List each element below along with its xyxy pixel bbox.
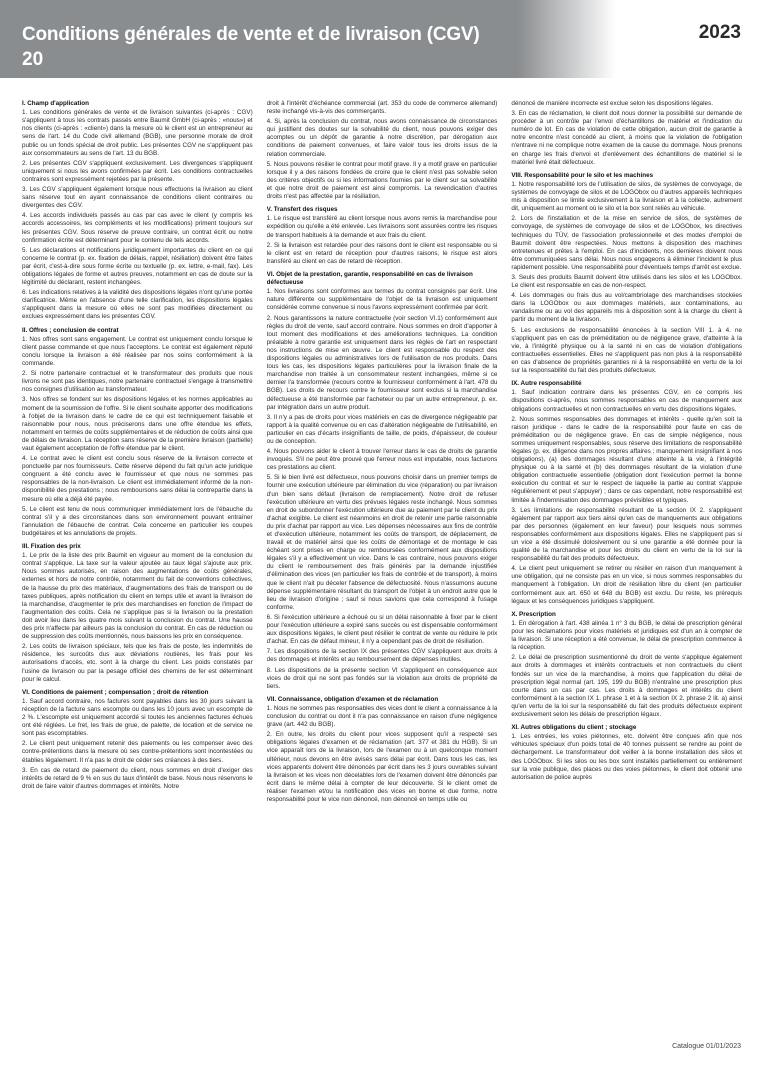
- clause-paragraph: 6. Si l'exécution ultérieure a échoué ou si un délai raisonnable à fixer par le client pour l'exécution ultérieure a expiré sans succès ou est dispensable conformément aux dispositions légales, le client peut résilier le contrat de vente ou réduire le prix d'achat. En cas de défaut mineur, il n'y a cependant pas de droit de résiliation.: [266, 613, 498, 646]
- clause-paragraph: 2. Lors de l'installation et de la mise en service de silos, de systèmes de convoyage, de systèmes de convoyage de silos et de LOGObox, les directives techniques du TÜV, de l'association professionnelle et des modes d'emploi de Baumit doivent être respectées. Nous mettons à disposition des machines entretenues et prêtes à l'emploi. En cas d'incidents, nos dernières doivent nous être communiquées sans délai. Nous nous engageons à éliminer l'incident le plus rapidement possible. Une responsabilité pour d'éventuels temps d'arrêt est exclue.: [511, 215, 742, 271]
- section-heading: VIII. Responsabilité pour le silo et les machines: [511, 171, 654, 179]
- clause-paragraph: 7. Les dispositions de la section IX des présentes CGV s'appliquent aux droits à des dommages et intérêts et au remboursement de dépenses inutiles.: [266, 648, 498, 664]
- clause-paragraph: 1. En dérogation à l'art. 438 alinéa 1 n° 3 du BGB, le délai de prescription général pour les réclamations pour vices matériels et juridiques est d'un an à compter de la livraison. Si une réception a été convenue, le délai de prescription commence à la réception.: [511, 619, 742, 652]
- clause-paragraph: 6. Les indications relatives à la validité des dispositions légales n'ont qu'une portée clarificatrice. Même en l'absence d'une telle clarification, les dispositions légales s'appliquent dans la mesure où elles ne sont pas modifiées directement ou exclues expressément dans les présentes CGV.: [22, 289, 253, 321]
- clause-paragraph: 1. Les entrées, les voies piétonnes, etc. doivent être conçues afin que nos véhicules spéciaux d'un poids total de 40 tonnes puissent se rendre au point de déchargement. Le transformateur doit veiller à la bonne installation des silos et des LOGObox. Si les silos ou les box sont installés partiellement ou entièrement sur la voie publique, des places ou des voies piétonnes, le client doit obtenir une autorisation de police auprès: [511, 733, 742, 781]
- clause-paragraph: dénoncé de manière incorrecte est exclue selon les dispositions légales.: [511, 100, 713, 107]
- clause-paragraph: 5. Le client est tenu de nous communiquer immédiatement lors de l'ébauche du contrat s'il y a des circonstances dans son environnement pouvant entraîner l'annulation de l'ébauche de contrat. Cela concerne en particulier les coupes budgétaires et les annulations de projets.: [22, 505, 253, 537]
- terms-column-2: [267, 100, 498, 1028]
- page-number: 20: [22, 49, 44, 70]
- page-title: Conditions générales de vente et de livraison (CGV): [22, 24, 480, 45]
- catalogue-footer: Catalogue 01/01/2023: [672, 1043, 741, 1050]
- clause-paragraph: 2. En outre, les droits du client pour vices supposent qu'il a respecté ses obligations légales d'examen et de réclamation (art. 377 et 381 du HGB). Si un vice apparaît lors de la livraison, lors de l'examen ou à un quelconque moment ultérieur, nous devons en être avisés sans délai par écrit. Dans tous les cas, les vices apparents doivent être dénoncés par écrit dans les 3 jours ouvrables suivant la livraison et les vices non décelables lors de l'examen doivent être dénoncés par écrit dans le même délai à compter de leur découverte. Si le client omet de réaliser l'examen et/ou la notification des vices en bonne et due forme, notre responsabilité pour le vice non dénoncé, non dénoncé en temps utile ou: [266, 731, 498, 804]
- clause-paragraph: 1. Sauf accord contraire, nos factures sont payables dans les 30 jours suivant la réception de la facture sans escompte ou dans les 10 jours avec un escompte de 2 %. L'escompte est uniquement accordé si toutes les anciennes factures échues ont été réglées. Le fret, les frais de grue, de palette, de location et de service ne sont pas escomptables.: [22, 697, 253, 738]
- clause-paragraph: 2. Le délai de prescription susmentionné du droit de vente s'applique également aux droits à dommages et intérêts contractuels et non contractuels du client fondés sur un vice de la marchandise, à moins que l'application du délai de prescription légal normal (art. 195, 199 du BGB) n'entraîne une prescription plus courte dans un cas par cas. Les droits à dommages et intérêts du client conformément à la section IX 1. phrase 1 et à la section IX 2. phrase 2 lit. a) ainsi qu'en vertu de la loi sur la responsabilité du fait des produits défectueux expirent exclusivement selon les délais de prescription légaux.: [511, 654, 742, 718]
- section-heading: VII. Connaissance, obligation d'examen et de réclamation: [266, 695, 439, 703]
- terms-column-1: [22, 100, 253, 1028]
- catalogue-year: 2023: [698, 22, 741, 43]
- clause-paragraph: 3. Les CGV s'appliquent également lorsque nous effectuons la livraison au client sans réserve tout en ayant connaissance de conditions client contraires ou divergentes des CGV.: [22, 186, 253, 210]
- clause-paragraph: 1. Nos livraisons sont conformes aux termes du contrat consignés par écrit. Une nature différente ou supplémentaire de l'objet de la livraison est uniquement considérée comme convenue si nous l'avons expressément confirmée par écrit.: [266, 288, 498, 312]
- clause-paragraph: 2. Si la livraison est retardée pour des raisons dont le client est responsable ou si le client est en retard de réception pour d'autres raisons, le risque est alors transféré au client en cas de retard de réception.: [266, 241, 498, 265]
- terms-columns: [22, 100, 742, 1028]
- section-heading: III. Fixation des prix: [22, 543, 81, 550]
- clause-paragraph: 8. Les dispositions de la présente section VI s'appliquent en conséquence aux vices de droit qui ne sont pas fondés sur la violation aux droits de propriété de tiers.: [266, 666, 498, 690]
- section-heading: VI. Objet de la prestation, garantie, responsabilité en cas de livraison défectueuse: [266, 270, 473, 287]
- clause-paragraph: 3. En cas de retard de paiement du client, nous sommes en droit d'exiger des intérêts de retard de 9 % en sus du taux d'intérêt de base. Nous nous réservons le droit de faire valoir d'autres dommages et intérêts. Notre: [22, 766, 253, 790]
- clause-paragraph: 1. Nous ne sommes pas responsables des vices dont le client a connaissance à la conclusion du contrat ou dont il n'a pas connaissance en raison d'une négligence grave (art. 442 du BGB).: [266, 705, 498, 729]
- clause-paragraph: 2. Si notre partenaire contractuel et le transformateur des produits que nous livrons ne sont pas identiques, notre partenaire contractuel s'engage à transmettre nos consignes d'utilisation au transformateur.: [22, 370, 253, 394]
- clause-paragraph: 4. Le contrat avec le client est conclu sous réserve de la livraison correcte et ponctuelle par nos fournisseurs. Cette réserve dépend du fait qu'un acte juridique congruent a été conclu avec le fournisseur et que nous ne sommes pas responsables de la non-livraison. Le client est immédiatement informé de la non-disponibilité des prestations ; nous remboursons sans délai la contrepartie dans la mesure où elle a déjà été payée.: [22, 455, 253, 503]
- clause-paragraph: 3. Les limitations de responsabilité résultant de la section IX 2. s'appliquent également par rapport aux tiers ainsi qu'en cas de manquements aux obligations par des personnes (également en leur faveur) pour lesquels nous sommes responsables conformément aux dispositions légales. Elles ne s'appliquent pas si un vice a été dissimulé dolosivement ou si une garantie a été donnée pour la qualité de la marchandise et pour les droits du client en vertu de la loi sur la responsabilité du fait des produits défectueux.: [511, 506, 742, 563]
- clause-paragraph: 2. Nous garantissons la nature contractuelle (voir section VI.1) conformément aux règles du droit de vente, sauf accord contraire. Nous sommes en droit d'apporter à tout moment des modifications et des améliorations techniques. La condition préalable à notre garantie est uniquement dans les règles de l'art en respectant nos instructions de mise en œuvre. Le client est responsable du respect des dispositions légales ou administratives lors de l'utilisation de nos produits. Dans tous les cas, les dispositions légales particulières pour la livraison finale de la marchandise non traitée à un consommateur restent inchangées, même si ce dernier l'a transformée (recours contre le fournisseur conformément à l'art. 478 du BGB). Les droits de recours contre le fournisseur sont exclus si la marchandise défectueuse a été transformée par l'acheteur ou par un autre entrepreneur, p. ex. par intégration dans un autre produit.: [266, 314, 498, 411]
- clause-paragraph: 5. Nous pouvons résilier le contrat pour motif grave. Il y a motif grave en particulier lorsque il y a des raisons fondées de croire que le client n'est pas solvable selon des critères objectifs ou si les informations fournies par le client sur sa solvabilité et que notre droit de paiement est ainsi compromis. La revendication d'autres droits n'est pas affectée par la résiliation.: [266, 160, 498, 201]
- clause-paragraph: 1. Les conditions générales de vente et de livraison suivantes (ci-après : CGV) s'appliquent à tous les contrats passés entre Baumit GmbH (ci-après : «nous») et nos clients (ci-après : «client») dans la mesure où le client est un entrepreneur au sens de l'art. 14 du Code civil allemand (BGB), une personne morale de droit public ou un fonds spécial de droit public. Les présentes CGV ne s'appliquent pas aux consommateurs au sens de l'art. 13 du BGB.: [22, 109, 253, 157]
- clause-paragraph: 1. Sauf indication contraire dans les présentes CGV, en ce compris les dispositions ci-après, nous sommes responsables en cas de manquement aux obligations contractuelles et non contractuelles en vertu des dispositions légales.: [511, 389, 742, 413]
- clause-paragraph: 5. Les exclusions de responsabilité énoncées à la section VIII 1. à 4. ne s'appliquent pas en cas de préméditation ou de négligence grave, d'atteinte à la vie, à l'intégrité physique ou à la santé ni en cas de violation d'obligations contractuelles essentielles. Elles ne s'appliquent pas non plus à la responsabilité en cas d'absence de propriétés garanties ni à la responsabilité en vertu de la loi sur la responsabilité du fait des produits défectueux.: [511, 326, 742, 375]
- section-heading: V. Transfert des risques: [266, 206, 338, 214]
- clause-paragraph: 1. Nos offres sont sans engagement. Le contrat est uniquement conclu lorsque le client passe commande et que nous l'acceptons. Le contrat est également réputé conclu lorsque la livraison a été réalisée par nos soins conformément à la commande.: [22, 335, 253, 368]
- clause-paragraph: 4. Les dommages ou frais dus au vol/cambriolage des marchandises stockées dans la LOGObox ou aux dommages matériels, aux contaminations, au vandalisme ou au vol des appareils mis à disposition sont à la charge du client à partir du moment de la livraison.: [511, 292, 742, 324]
- clause-paragraph: 5. Les déclarations et notifications juridiquement importantes du client en ce qui concerne le contrat (p. ex. fixation de délais, rappel, résiliation) doivent être faites par écrit, c'est-à-dire sous forme écrite ou textuelle (p. ex. lettre, e-mail, fax). Les obligations légales de forme et autres preuves, notamment en cas de doute sur la légitimité du déclarant, restent inchangées.: [22, 246, 253, 287]
- terms-column-3: [511, 100, 742, 1028]
- clause-paragraph: 4. Le client peut uniquement se retirer ou résilier en raison d'un manquement à une obligation, qui ne consiste pas en un vice, si nous sommes responsables du manquement à l'obligation. Un droit de résiliation libre du client (en particulier conformément aux art. 650 et 648 du BGB) est exclu. Du reste, les prérequis légaux et les conséquences juridiques s'appliquent.: [511, 565, 742, 605]
- clause-paragraph: 3. Nos offres se fondent sur les dispositions légales et les normes applicables au moment de la soumission de l'offre. Si le client souhaite apporter des modifications à l'objet de la livraison dans le cadre de ce qui est techniquement faisable et raisonnable pour nous, nous préciserons dans une offre étendue les effets, notamment en termes de coûts supplémentaires et de réduction de coûts ainsi que de délais de livraison. La réception sans réserve de la première livraison (partielle) vaut également acceptation de l'offre étendue par le client.: [22, 396, 253, 452]
- clause-paragraph: 2. Le client peut uniquement retenir des paiements ou les compenser avec des contre-prétentions dans la mesure où ses contre-prétentions sont incontestées ou établies légalement. Il n'a pas le droit de céder ses créances à des tiers.: [22, 740, 253, 764]
- clause-paragraph: 2. Les présentes CGV s'appliquent exclusivement. Les divergences s'appliquent uniquement si nous les avons confirmées par écrit. Les conditions contractuelles contraires sont expressément rejetées par la présente.: [22, 159, 253, 183]
- section-heading: I. Champ d'application: [22, 100, 89, 107]
- clause-paragraph: 2. Les coûts de livraison spéciaux, tels que les frais de poste, les indemnités de résidence, les surcoûts dus aux déviations routières, les frais pour les autorisations d'accès, etc. sont à la charge du client. Les poids constatés par l'usine de livraison ou par la pesage officiel des chemins de fer est déterminant pour le calcul.: [22, 643, 253, 683]
- clause-paragraph: 5. Si le bien livré est défectueux, nous pouvons choisir dans un premier temps de fournir une exécution ultérieure par élimination du vice (réparation) ou par livraison d'un bien sans défaut (livraison de remplacement). Notre droit de refuser l'exécution ultérieure en vertu des prévues légales reste inchangé. Nous sommes en droit de subordonner l'exécution ultérieure due au paiement par le client du prix d'achat exigible. Le client est néanmoins en droit de retenir une partie raisonnable du prix d'achat par rapport au vice. Les dépenses nécessaires aux fins de contrôle et d'exécution ultérieure, notamment les coûts de transport, de déplacement, de travail et de matériel ainsi que les coûts de démontage et de montage le cas échéant sont prises en charge ou remboursées conformément aux dispositions légales s'il y a effectivement un vice. Dans le cas contraire, nous pouvons exiger du client le remboursement des frais générés par la demande injustifiée d'élimination des vices (en particulier les frais de contrôle et de transport), à moins que le client n'ait pu déceler l'absence de défectuosité. Nous n'assumons aucune dépense supplémentaire résultant du transport de l'objet à un endroit autre que le lieu de livraison d'origine ; sauf si nous savions que cela correspond à l'usage conforme.: [266, 474, 498, 611]
- clause-paragraph: 3. Il n'y a pas de droits pour vices matériels en cas de divergence négligeable par rapport à la qualité convenue ou en cas d'altération négligeable de l'utilisabilité, en particulier en cas d'écarts insignifiants de taille, de poids, d'épaisseur, de couleur ou de conception.: [266, 413, 498, 445]
- section-heading: II. Offres ; conclusion de contrat: [22, 326, 119, 334]
- section-heading: X. Prescription: [511, 610, 556, 618]
- clause-paragraph: 1. Le prix de la liste des prix Baumit en vigueur au moment de la conclusion du contrat s'applique. La taxe sur la valeur ajoutée au taux légal s'ajoute aux prix. Nous sommes autorisés, en raison des augmentations de coûts générales, externes et hors de notre contrôle, notamment du fait de conventions collectives, de la hausse du prix des matériaux, d'augmentations des frais de transport ou de taxes publiques, après notification du client en temps utile et avant la livraison de la marchandise, d'augmenter le prix des marchandises en fonction de l'impact de l'augmentation des coûts. Cela ne s'applique pas si la livraison ou la prestation doit avoir lieu dans les quatre mois suivant la conclusion du contrat. Une hausse des prix n'affecte par ailleurs pas la conclusion du contrat. En cas de réduction ou de suppression des coûts mentionnés, nous baissons les prix en conséquence.: [22, 552, 253, 641]
- clause-paragraph: 4. Nous pouvons aider le client à trouver l'erreur dans le cas de droits de garantie invoqués. S'il ne peut être prouvé que l'erreur nous est imputable, nous facturons ces prestations au client.: [266, 448, 498, 472]
- clause-paragraph: 1. Le risque est transféré au client lorsque nous avons remis la marchandise pour expédition ou qu'elle a été enlevée. Les livraisons sont assurées contre les risques de transport habituels à la demande et aux frais du client.: [266, 215, 498, 239]
- clause-paragraph: 2. Nous sommes responsables des dommages et intérêts - quelle qu'en soit la raison juridique - dans le cadre de la responsabilité pour faute en cas de préméditation ou de négligence grave. En cas de simple négligence, nous sommes uniquement responsables, sous réserve des limitations de responsabilité légales (p. ex. diligence dans nos propres affaires ; manquement insignifiant à nos obligations), (a) des dommages résultant d'une atteinte à la vie, à l'intégrité physique ou à la santé et (b) des dommages résultant de la violation d'une obligation contractuelle essentielle (obligation dont l'exécution permet la bonne exécution du contrat et sur le respect de laquelle la partie au contrat s'appuie régulièrement et peut s'appuyer) ; dans ce cas cependant, notre responsabilité est limitée à l'indemnisation des dommages prévisibles et typiques.: [511, 415, 742, 504]
- section-heading: XI. Autres obligations du client ; stockage: [511, 724, 637, 732]
- clause-paragraph: droit à l'intérêt d'échéance commercial (art. 353 du code de commerce allemand) reste inchangé vis-à-vis des commerçants.: [266, 100, 498, 116]
- clause-paragraph: 4. Les accords individuels passés au cas par cas avec le client (y compris les accords accessoires, les compléments et les modifications) priment toujours sur les présentes CGV. Sous réserve de preuve contraire, un contrat écrit ou notre confirmation écrite est déterminant pour le contenu de tels accords.: [22, 212, 253, 244]
- section-heading: VI. Conditions de paiement ; compensation ; droit de rétention: [22, 688, 209, 696]
- clause-paragraph: 3. En cas de réclamation, le client doit nous donner la possibilité sur demande de procéder à un contrôle par l'envoi d'échantillons de matériel et l'indication du numéro de lot. En cas de violation de cette obligation, aucun droit de garantie à notre encontre n'est concédé au client, à moins que la violation de l'obligation n'entrave ni ne complique notre examen de la cause du dommage. Nous prenons en charge les frais d'envoi et d'enlèvement des échantillons de matériel si le matériel livré était défectueux.: [511, 110, 742, 166]
- section-heading: IX. Autre responsabilité: [511, 380, 582, 388]
- clause-paragraph: 3. Seuls des produits Baumit doivent être utilisés dans les silos et les LOGObox. Le client est responsable en cas de non-respect.: [511, 273, 742, 290]
- clause-paragraph: 1. Notre responsabilité lors de l'utilisation de silos, de systèmes de convoyage, de systèmes de convoyage de silos et de LOGObox ou d'autres appareils techniques mis à disposition se limite exclusivement à la livraison et à la collecte, autrement dit, uniquement au moment où le silo et la box sont reliés au véhicule.: [511, 180, 742, 213]
- clause-paragraph: 4. Si, après la conclusion du contrat, nous avons connaissance de circonstances qui justifient des doutes sur la solvabilité du client, nous pouvons exiger des acomptes ou un dépôt de garantie à notre discrétion, par dérogation aux conditions de paiement convenues, et faire valoir tous les droits issus de la relation commerciale.: [266, 118, 498, 158]
